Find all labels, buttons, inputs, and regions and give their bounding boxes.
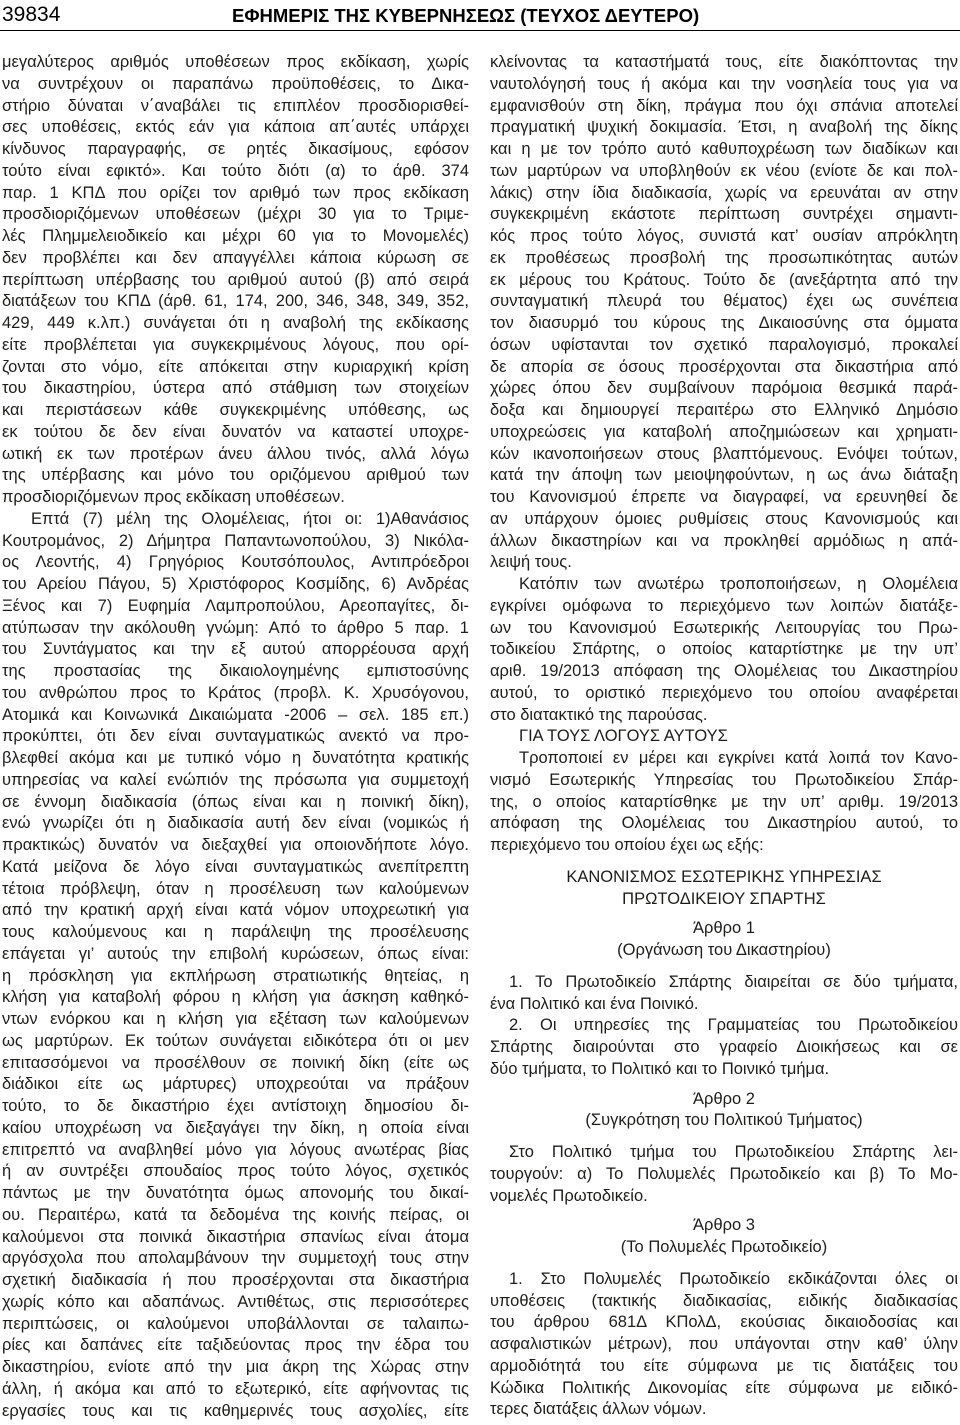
text-line: τέτοια πρόβλεψη, όταν η προσέλευση των καλούμενων	[2, 879, 469, 898]
text-line: αριθ. 19/2013 απόφαση της Ολομέλειας του Δικαστηρίου	[490, 662, 958, 680]
regulation-title	[490, 867, 958, 911]
text-line: δικαστηρίου, ενίοτε από την μια άκρη της Χώρας στην	[2, 1358, 469, 1376]
text-line: του ανθρώπου προς το Κράτος (προβλ. Κ. Χρυσόγονου,	[2, 683, 469, 702]
paragraph	[490, 1015, 958, 1080]
text-line: εκ μέρους του Κράτους. Τούτο δε (ανεξάρτητα από την	[490, 270, 958, 289]
text-line: στο διατακτικό της παρούσας.	[490, 705, 708, 724]
text-line: και η με τον τρόπο αυτό καθυποχρέωση των διαδίκων και	[490, 140, 958, 158]
paragraph	[2, 52, 469, 509]
text-line: τοδικείου Σπάρτης, ο οποίος καταρτίστηκε με την υπ’	[490, 640, 958, 659]
text-line: υπηρεσίας να καλεί ενώπιόν της πρόσωπα για συμμετοχή	[2, 770, 469, 789]
text-line: λάκις) στην ίδια διαδικασία, χωρίς να ερευνάται αν στην	[490, 183, 958, 202]
article-heading	[490, 918, 958, 962]
text-line: αργόσχολα που απολαμβάνουν την συμμετοχή τους στην	[2, 1249, 469, 1268]
text-line: εκ προθέσεως προσβολή της προσωπικότητας αυτών	[490, 248, 958, 267]
regulation-title-line: ΚΑΝΟΝΙΣΜΟΣ ΕΣΩΤΕΡΙΚΗΣ ΥΠΗΡΕΣΙΑΣ	[566, 867, 882, 886]
text-line: 1. Το Πρωτοδικείο Σπάρτης διαιρείται σε δύο τμήματα,	[509, 972, 958, 991]
text-line: κλήση για καταβολή φόρου η κλήση για άσκηση καθηκό-	[2, 988, 469, 1007]
paragraph	[490, 1269, 958, 1421]
text-line: πάντως με την δυνατότητα όμως απονομής του δικαί-	[2, 1184, 469, 1202]
text-line: ατύπωσαν την ακόλουθη γνώμη: Από το άρθρο 5 παρ. 1	[2, 618, 469, 637]
text-line: από την κρατική αρχή είναι κατά νόμον υποχρεωτική για	[2, 901, 469, 920]
text-line: Κώδικα Πολιτικής Δικονομίας είτε σύμφωνα με ειδικό-	[490, 1378, 958, 1397]
paragraph	[490, 52, 958, 574]
paragraph	[2, 509, 469, 1423]
text-line: προσδιοριζόμενων υποθέσεων (μέχρι 30 για το Τριμε-	[2, 205, 469, 224]
text-line: ασφαλιστικών μέτρων), που υπάγονται στην καθ’ ύλην	[490, 1335, 958, 1353]
paragraph	[490, 574, 958, 726]
page-header	[0, 0, 960, 31]
text-line: του Συντάγματος και την εξ αυτού απορρέουσα αρχή	[2, 640, 469, 659]
text-line: ζονται στο νόμο, είτε απόκειται στην κυριαρχική κρίση	[2, 357, 469, 376]
article-title: (Συγκρότηση του Πολιτικού Τμήματος)	[585, 1111, 863, 1130]
article-title: (Το Πολυμελές Πρωτοδικείο)	[620, 1238, 828, 1256]
text-line: ενώ γνωρίζει ότι η διαδικασία αυτή δεν είναι (νομικώς ή	[2, 814, 469, 833]
text-line: εγκρίνει ομόφωνα το περιεχόμενο των λοιπών διατάξε-	[490, 596, 958, 615]
text-line: επιτασσόμενοι να προσέλθουν σε ποινική δίκη (είτε ως	[2, 1053, 469, 1072]
text-line: άλλων δικαστηρίων και να προκληθεί αρμόδιως η απά-	[490, 531, 958, 550]
text-line: απόφαση της Ολομέλειας του Δικαστηρίου αυτού, το	[490, 814, 958, 833]
text-line: ου. Περαιτέρω, κατά τα δεδομένα της κοινής πείρας, οι	[2, 1205, 469, 1224]
article-number: Άρθρο 2	[693, 1089, 755, 1108]
text-line: μεγαλύτερος αριθμός υποθέσεων προς εκδίκαση, χωρίς	[2, 53, 469, 71]
text-line: ρίες και δαπάνες είτε ταξιδεύοντας προς την έδρα του	[2, 1336, 469, 1355]
article-heading	[490, 1089, 958, 1133]
text-line: κίνδυνος παραγραφής, σε ρητές δικασίμους, εφόσον	[2, 140, 469, 158]
text-line: προκύπτει, ότι δεν είναι συνταγματικώς ανεκτό να προ-	[2, 727, 469, 746]
text-line: δεν προβλέπει και δεν απαγγέλλει κάποια κύρωση σε	[2, 248, 469, 267]
text-line: του Κανονισμού έπρεπε να διαγραφεί, να ερευνηθεί δε	[490, 488, 958, 506]
text-line: 2. Οι υπηρεσίες της Γραμματείας του Πρωτοδικείου	[509, 1016, 958, 1035]
text-line: λειψή τους.	[490, 553, 572, 572]
text-line: ντων ενόρκου και η κλήση για εξέταση των καλούμενων	[2, 1010, 469, 1028]
text-line: του δικαστηρίου, ύστερα από στάθμιση των στοιχείων	[2, 379, 469, 398]
text-line: του άρθρου 681Δ ΚΠολΔ, εκούσιας δικαιοδοσίας και	[490, 1313, 958, 1332]
text-line: σες υποθέσεις, εκτός εάν για κάποια απ΄αυτές υπάρχει	[2, 118, 469, 137]
text-line: διάδικοι είτε ως μάρτυρες) υποχρεούται να πράξουν	[2, 1075, 469, 1094]
text-line: η πρόσκληση για εκπλήρωση στρατιωτικής θητείας, η	[2, 966, 469, 985]
text-line: ένα Πολιτικό και ένα Ποινικό.	[490, 994, 699, 1013]
text-line: Κουτρομάνος, 2) Δήμητρα Παπαντωνοπούλου, 3) Νικόλα-	[2, 531, 469, 550]
article-number: Άρθρο 1	[693, 919, 755, 938]
text-line: άλλη, ή ακόμα και από το εξωτερικό, είτε αφήνοντας τις	[2, 1379, 469, 1398]
text-line: σχετική διαδικασία ή που προσέρχονται στα δικαστήρια	[2, 1271, 469, 1289]
text-line: τούτο είναι εφικτό». Και τούτο διότι (α) το άρθ. 374	[2, 161, 469, 180]
article-3	[490, 1215, 958, 1421]
text-line: κλείνοντας τα καταστήματά τους, είτε διακόπτοντας την	[490, 53, 958, 71]
text-line: Σπάρτης διαιρούνται στο γραφείο Διοικήσεως και σε	[490, 1038, 958, 1056]
text-line: των μαρτύρων να υποβληθούν εκ νέου (ενίοτε δε και πολ-	[490, 161, 958, 180]
text-line: κών ικανοποιήσεων στους βλαπτόμενους. Ενόψει τούτων,	[490, 444, 958, 463]
text-line: παρ. 1 ΚΠΔ που ορίζει τον αριθμό των προς εκδίκαση	[2, 183, 469, 202]
left-column	[2, 52, 469, 1422]
text-line: επάγεται γι’ αυτούς την επιβολή κυρώσεων, όπως είναι:	[2, 944, 469, 963]
text-line: τον διασυρμό του κύρους της Δικαιοσύνης στα όμματα	[490, 314, 958, 332]
gazette-title: ΕΦΗΜΕΡΙΣ ΤΗΣ ΚΥΒΕΡΝΗΣΕΩΣ (ΤΕΥΧΟΣ ΔΕΥΤΕΡΟ)	[232, 5, 700, 26]
text-line: νομελές Πρωτοδικείο.	[490, 1186, 648, 1205]
text-line: Επτά (7) μέλη της Ολομέλειας, ήτοι οι: 1)Αθανάσιος	[31, 509, 469, 528]
article-1	[490, 918, 958, 1080]
text-line: επιτρεπτό να αναβληθεί μόνο για λόγους ανωτέρας βίας	[2, 1140, 469, 1159]
page-number: 39834	[2, 3, 61, 26]
text-line: κός προς τούτο λόγος, συνιστά κατ’ ουσίαν απρόκλητη	[490, 227, 958, 245]
text-line: 1. Στο Πολυμελές Πρωτοδικείο εκδικάζονται όλες οι	[509, 1269, 958, 1288]
text-line: τούτο, το δε δικαστήριο έχει αντίστοιχη δημοσίου δι-	[2, 1097, 469, 1115]
text-line: βλεφθεί ακόμα και με τυπικό νόμο η δυνατότητα κρατικής	[2, 749, 469, 767]
paragraph	[490, 972, 958, 1016]
text-line: Ξένος και 7) Ευφημία Λαμπροπούλου, Αρεοπαγίτες, δι-	[2, 596, 469, 615]
text-line: της, ο οποίος καταρτίσθηκε με την υπ’ αριθμ. 19/2013	[490, 792, 958, 811]
text-line: αν υπάρχουν όμοιες ρυθμίσεις στους Κανονισμούς και	[490, 509, 958, 528]
text-line: υποχρεώσεις για καταβολή αποζημιώσεων και χρηματι-	[490, 422, 958, 441]
text-line: πραγματική ψυχική δοκιμασία. Έτσι, η αναβολή της δίκης	[490, 118, 958, 137]
text-line: ος Λεοντής, 4) Γρηγόριος Κουτσόπουλος, Αντιπρόεδροι	[2, 553, 469, 572]
text-line: αρμοδιότητά του είτε σύμφωνα με τις διατάξεις του	[490, 1356, 958, 1375]
article-title: (Οργάνωση του Δικαστηρίου)	[617, 941, 831, 959]
text-line: Τροποποιεί εν μέρει και εγκρίνει κατά λοιπά τον Κανο-	[519, 749, 958, 767]
text-line: στήριο δύναται ν΄αναβάλει τις επιπλέον προσδιορισθεί-	[2, 96, 469, 115]
text-line: και περιστάσεων κάθε συγκεκριμένης υπόθεσης, ως	[2, 401, 469, 419]
text-line: περίπτωση υπέρβασης του αριθμού αυτού (β) από σειρά	[2, 270, 469, 289]
regulation-title-line: ΠΡΩΤΟΔΙΚΕΙΟΥ ΣΠΑΡΤΗΣ	[622, 889, 826, 908]
text-line: ναυτολόγησή τους ή ακόμα και την νοσηλεία τους για να	[490, 74, 958, 93]
text-line: εκ τούτου δε δεν είναι δυνατόν να καταστεί υποχρε-	[2, 422, 469, 441]
text-line: όσων υφίστανται τον σχετικό παραλογισμό, προκαλεί	[490, 335, 958, 354]
text-line: διατάξεων του ΚΠΔ (άρθ. 61, 174, 200, 346, 348, 349, 352,	[2, 292, 469, 311]
text-line: υποθέσεις (τακτικής διαδικασίας, ειδικής διαδικασίας	[490, 1291, 958, 1310]
text-line: Κατά μείζονα δε λόγο είναι συνταγματικώς ανεπίτρεπτη	[2, 857, 469, 876]
text-line: ή αν συντρέξει σπουδαίος προς τούτο λόγος, σχετικός	[2, 1162, 469, 1181]
text-line: καλούμενοι στα ποινικά δικαστήρια σπανίως είναι άτομα	[2, 1227, 469, 1246]
text-line: δύο τμήματα, το Πολιτικό και το Ποινικό τμήμα.	[490, 1059, 830, 1078]
text-line: να συντρέχουν οι παραπάνω προϋποθέσεις, το Δικα-	[2, 74, 469, 93]
text-line: ων του Κανονισμού Εσωτερικής Λειτουργίας του Πρω-	[490, 618, 958, 637]
text-line: πρακτικώς) δυνατόν να διεξαχθεί για οποιονδήποτε λόγο.	[2, 836, 469, 854]
text-line: εργασίες τους και τις καθημερινές τους ασχολίες, είτε	[2, 1401, 469, 1420]
text-line: συγκεκριμένη εκάστοτε περίπτωση συντρέχει σημαντι-	[490, 205, 958, 224]
right-column	[490, 52, 958, 1421]
text-line: προσδιοριζόμενων προς εκδίκαση υποθέσεων.	[2, 488, 345, 506]
text-line: 429, 449 κ.λπ.) συνάγεται ότι η αναβολή της εκδίκασης	[2, 314, 469, 332]
text-line: λές Πλημμελειοδικείο και μέχρι 60 για το Μονομελές)	[2, 227, 469, 245]
text-line: τους καλούμενους και η παράλειψη της προσέλευσης	[2, 923, 469, 941]
text-line: νισμό Εσωτερικής Υπηρεσίας του Πρωτοδικείου Σπάρ-	[490, 770, 958, 789]
text-line: περιεχόμενο του οποίου έχει ως εξής:	[490, 836, 764, 854]
text-line: δε απορία σε όσους προσέρχονται στα δικαστήρια από	[490, 357, 958, 376]
paragraph	[490, 748, 958, 857]
text-line: συνταγματική πλευρά του θέματος) έχει ως συνέπεια	[490, 292, 958, 311]
text-line: της υπέρβασης και μόνο του οριζόμενου αριθμού των	[2, 466, 469, 485]
text-line: περιπτώσεις, οι καλούμενοι υποβάλλονται σε ταλαιπω-	[2, 1314, 469, 1333]
text-line: δοξα και δημιουργεί περαιτέρω στο Ελληνικό Δημόσιο	[490, 401, 958, 419]
text-line: τερες διατάξεις άλλων νόμων.	[490, 1400, 707, 1419]
article-heading	[490, 1215, 958, 1259]
text-line: τουργούν: α) Το Πολυμελές Πρωτοδικείο και β) Το Μο-	[490, 1164, 958, 1183]
text-line: χωρίς κόπο και αδαπάνως. Αντιθέτως, στις περισσότερες	[2, 1292, 469, 1311]
text-line: του Αρείου Πάγου, 5) Χριστόφορος Κοσμίδης, 6) Ανδρέας	[2, 575, 469, 593]
text-line: ως μαρτύρων. Εκ τούτων συνάγεται ειδικότερα ότι οι μεν	[2, 1031, 469, 1050]
text-line: ωτική εκ των προτέρων άνευ άλλου τινός, αλλά λόγω	[2, 444, 469, 463]
text-line: εμφανισθούν στη δίκη, πράγμα που όχι σπάνια αποτελεί	[490, 96, 958, 115]
text-line: είτε προβλέπεται για συγκεκριμένους λόγους, που ορί-	[2, 335, 469, 354]
text-line: ΓΙΑ ΤΟΥΣ ΛΟΓΟΥΣ ΑΥΤΟΥΣ	[519, 727, 728, 746]
text-line: Κατόπιν των ανωτέρω τροποποιήσεων, η Ολομέλεια	[519, 575, 958, 593]
text-line: χώρες όπου δεν συμβαίνουν παρόμοια θεσμικά παρά-	[490, 379, 958, 398]
article-2	[490, 1089, 958, 1208]
article-number: Άρθρο 3	[693, 1216, 755, 1235]
text-line: αυτού, το οριστικό περιεχόμενο του οποίου αναφέρεται	[490, 683, 958, 702]
text-line: της προστασίας της δικαιολογημένης εμπιστοσύνης	[2, 662, 469, 680]
text-line: Στο Πολιτικό τμήμα του Πρωτοδικείου Σπάρτης λει-	[509, 1143, 958, 1161]
text-line: Ατομικά και Κοινωνικά Δικαιώματα -2006 – σελ. 185 επ.)	[2, 705, 469, 724]
paragraph	[490, 1142, 958, 1207]
text-line: καίου υποχρέωση να διεξαγάγει την δίκη, η οποία είναι	[2, 1118, 469, 1137]
paragraph	[490, 726, 958, 748]
text-line: σε έννομη διαδικασία (όπως είναι και η ποινική δίκη),	[2, 792, 469, 811]
text-line: κατά την άποψη των μειοψηφούντων, η ως άνω διάταξη	[490, 466, 958, 485]
